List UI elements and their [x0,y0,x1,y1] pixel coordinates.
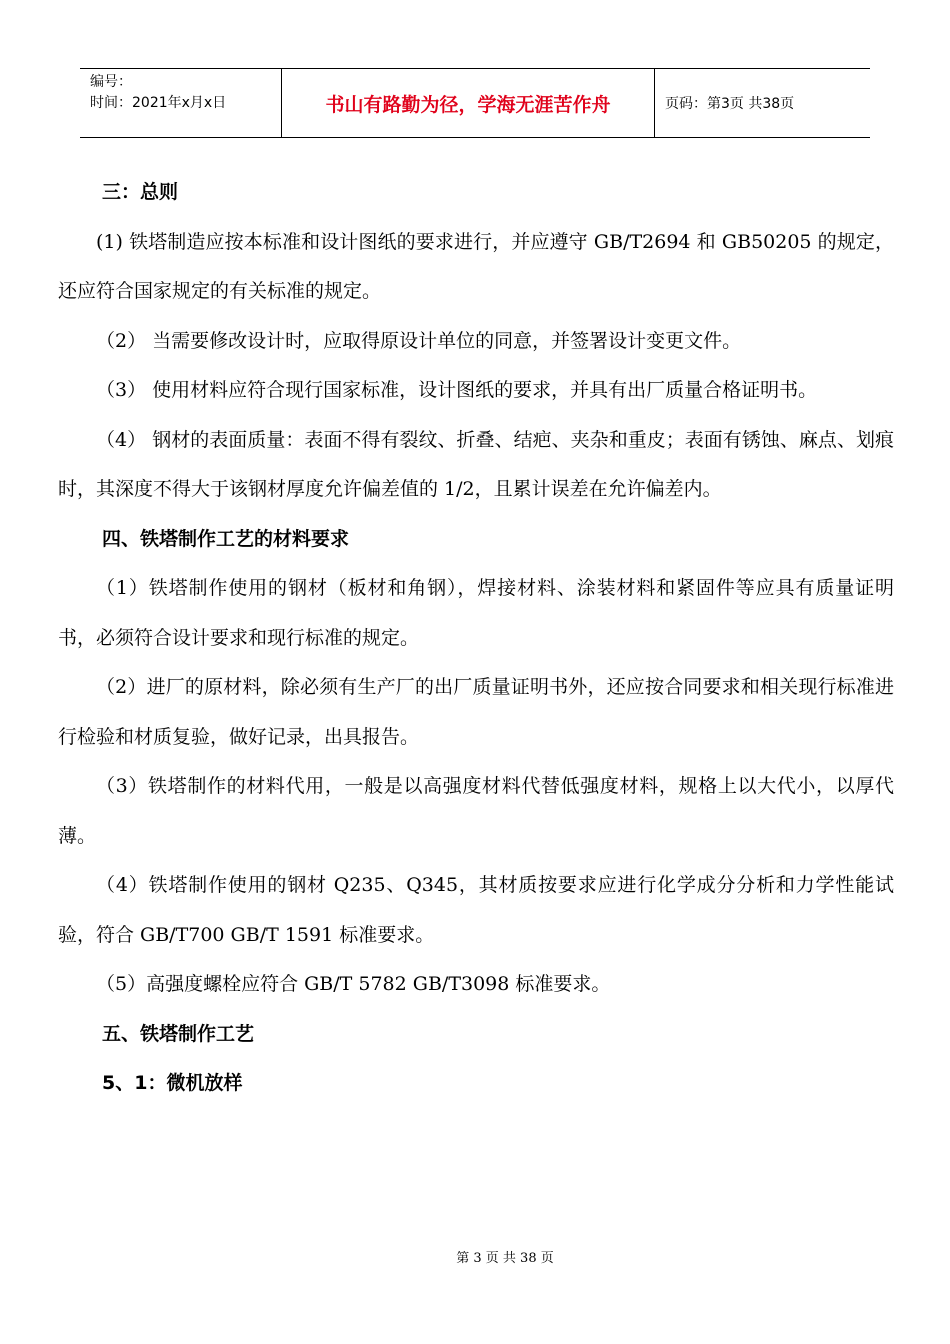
page-header [80,68,870,138]
section-heading: 五、铁塔制作工艺 [102,1022,255,1045]
header-meta [80,69,281,137]
paragraph: （3）铁塔制作的材料代用，一般是以高强度材料代替低强度材料，规格上以大代小，以厚代薄。 [58,775,894,847]
section-heading: 四、铁塔制作工艺的材料要求 [102,527,350,550]
document-date: 时间：2021年x月x日 [90,95,227,111]
paragraph: （4）铁塔制作使用的钢材 Q235、Q345，其材质按要求应进行化学成分分析和力学性能试验，符合 GB/T700 GB/T 1591 标准要求。 [58,874,894,946]
section-heading: 三：总则 [102,181,179,203]
paragraph: (1) 铁塔制造应按本标准和设计图纸的要求进行，并应遵守 GB/T2694 和 GB50205 的规定，还应符合国家规定的有关标准的规定。 [58,230,894,302]
header-motto: 书山有路勤为径，学海无涯苦作舟 [281,69,655,137]
document-body [58,168,894,1109]
subsection-heading: 5、1：微机放样 [102,1072,243,1094]
paragraph: （2） 当需要修改设计时，应取得原设计单位的同意，并签署设计变更文件。 [96,329,742,352]
paragraph: （5）高强度螺栓应符合 GB/T 5782 GB/T3098 标准要求。 [96,973,611,995]
paragraph: （4） 钢材的表面质量：表面不得有裂纹、折叠、结疤、夹杂和重皮；表面有锈蚀、麻点、划痕时，其深度不得大于该钢材厚度允许偏差值的 1/2，且累计误差在允许偏差内。 [58,428,894,500]
paragraph: （2）进厂的原材料，除必须有生产厂的出厂质量证明书外，还应按合同要求和相关现行标准进行检验和材质复验，做好记录，出具报告。 [58,676,894,748]
paragraph: （3） 使用材料应符合现行国家标准，设计图纸的要求，并具有出厂质量合格证明书。 [96,379,818,401]
paragraph: （1）铁塔制作使用的钢材（板材和角钢），焊接材料、涂装材料和紧固件等应具有质量证明书，必须符合设计要求和现行标准的规定。 [58,577,894,649]
header-page-info: 页码：第3页 共38页 [665,96,795,112]
document-number-label: 编号： [90,74,132,90]
page-footer: 第 3 页 共 38 页 [456,1251,554,1266]
